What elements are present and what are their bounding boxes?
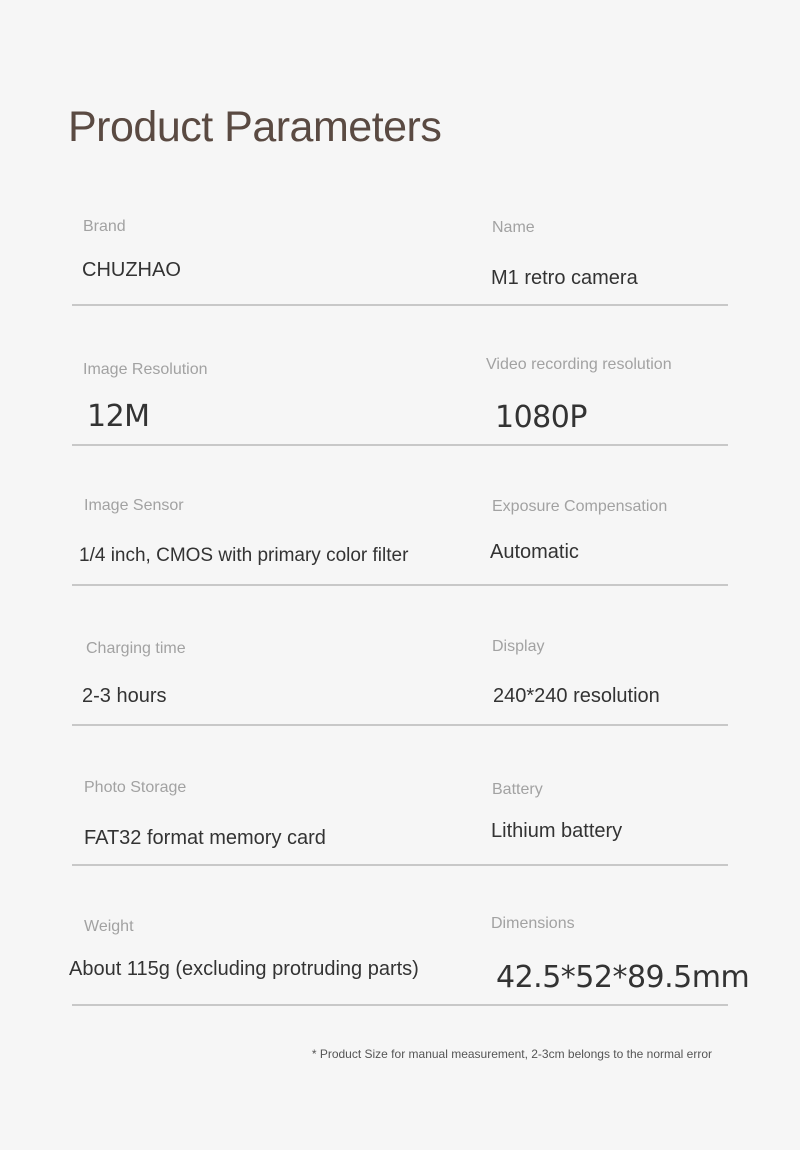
dimensions-label: Dimensions (491, 915, 575, 932)
row-divider (72, 1004, 728, 1006)
name-label: Name (492, 219, 535, 236)
row-divider (72, 304, 728, 306)
weight-value: About 115g (excluding protruding parts) (69, 958, 419, 980)
display-label: Display (492, 638, 545, 655)
charging-time-label: Charging time (86, 640, 186, 657)
row-divider (72, 864, 728, 866)
photo-storage-label: Photo Storage (84, 779, 187, 796)
video-resolution-label: Video recording resolution (486, 356, 672, 373)
image-sensor-label: Image Sensor (84, 497, 184, 514)
charging-time-value: 2-3 hours (82, 685, 167, 707)
row-divider (72, 444, 728, 446)
video-resolution-value: 1080P (495, 400, 587, 435)
dimensions-value: 42.5*52*89.5mm (496, 960, 750, 995)
image-resolution-label: Image Resolution (83, 361, 208, 378)
battery-value: Lithium battery (491, 820, 623, 842)
row-divider (72, 584, 728, 586)
brand-value: CHUZHAO (82, 259, 181, 281)
brand-label: Brand (83, 218, 126, 235)
exposure-compensation-label: Exposure Compensation (492, 498, 668, 515)
display-value: 240*240 resolution (493, 685, 660, 707)
photo-storage-value: FAT32 format memory card (84, 827, 326, 849)
page-title: Product Parameters (68, 103, 442, 151)
battery-label: Battery (492, 781, 543, 798)
image-resolution-value: 12M (87, 399, 150, 434)
name-value: M1 retro camera (491, 267, 638, 289)
size-footnote: * Product Size for manual measurement, 2-3cm belongs to the normal error (311, 1047, 712, 1061)
image-sensor-value: 1/4 inch, CMOS with primary color filter (79, 545, 409, 566)
exposure-compensation-value: Automatic (490, 541, 579, 563)
weight-label: Weight (84, 918, 134, 935)
row-divider (72, 724, 728, 726)
